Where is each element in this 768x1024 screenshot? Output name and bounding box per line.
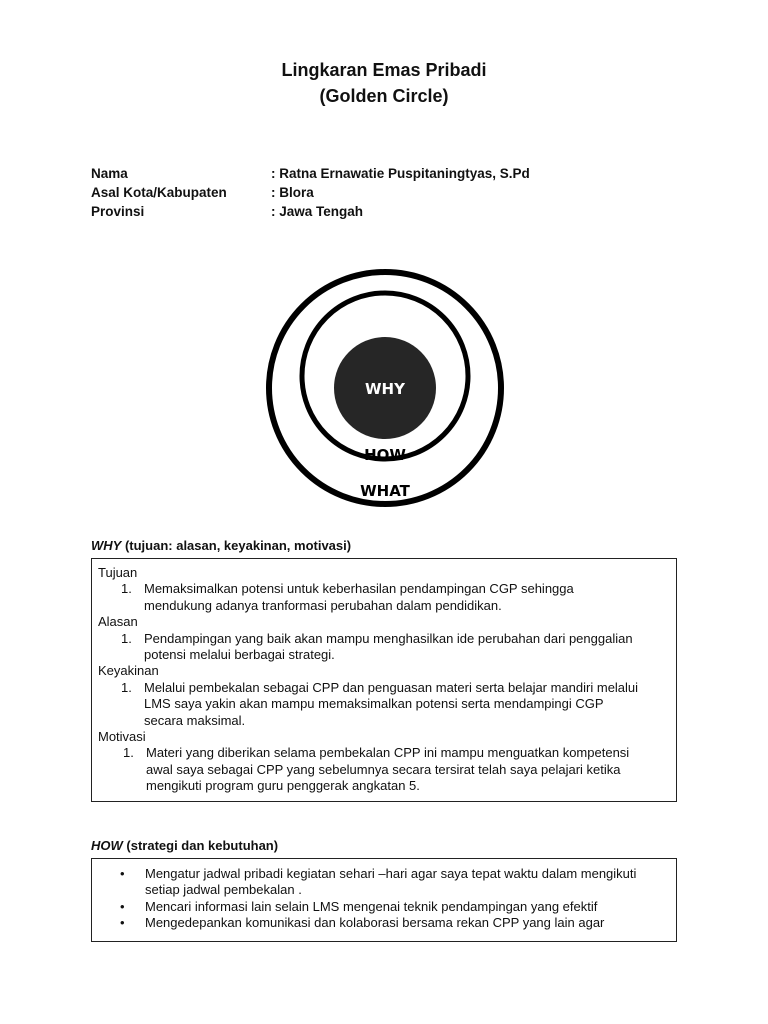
item-text (145, 866, 668, 899)
provinsi-label: Provinsi (91, 204, 145, 219)
item-line: Materi yang diberikan selama pembekalan CPP ini mampu menguatkan kompetensi (146, 745, 630, 761)
list-item (123, 745, 668, 794)
item-line: awal saya sebagai CPP yang sebelumnya secara tersirat telah saya pelajari ketika (146, 761, 621, 777)
how-heading-keyword: HOW (91, 838, 123, 853)
item-number: 1. (121, 630, 132, 646)
item-line: Mencari informasi lain selain LMS mengenai teknik pendampingan yang efektif (145, 898, 598, 914)
why-box (91, 558, 677, 802)
why-heading-keyword: WHY (91, 538, 122, 553)
how-box (91, 858, 677, 942)
nama-label: Nama (91, 166, 128, 181)
item-line: Memaksimalkan potensi untuk keberhasilan pendampingan CGP sehingga (144, 581, 574, 597)
bullet-icon: • (120, 915, 125, 931)
item-text (145, 915, 668, 931)
item-line: mengikuti program guru penggerak angkatan 5. (146, 778, 420, 794)
page-title-line1: Lingkaran Emas Pribadi (281, 60, 487, 80)
bullet-icon: • (120, 898, 125, 914)
item-line: Mengatur jadwal pribadi kegiatan sehari –hari agar saya tepat waktu dalam mengikuti (145, 866, 637, 881)
item-text (145, 899, 668, 915)
list-item (120, 915, 668, 931)
tujuan-label: Tujuan (98, 565, 138, 580)
page-title-line2: (Golden Circle) (319, 86, 449, 106)
info-row-kota (91, 184, 314, 202)
why-label: WHY (365, 380, 405, 398)
item-text (144, 631, 668, 664)
kota-label: Asal Kota/Kabupaten (91, 185, 227, 200)
list-item (120, 866, 668, 899)
motivasi-label: Motivasi (98, 729, 146, 745)
nama-value: : Ratna Ernawatie Puspitaningtyas, S.Pd (271, 166, 530, 181)
why-heading-text: (tujuan: alasan, keyakinan, motivasi) (121, 538, 352, 553)
item-number: 1. (123, 745, 134, 761)
what-label: WHAT (360, 482, 410, 500)
item-line: Pendampingan yang baik akan mampu menghasilkan ide perubahan dari penggalian (144, 630, 633, 646)
kota-value: : Blora (271, 185, 314, 200)
list-item (121, 631, 668, 664)
item-text (144, 680, 668, 729)
item-line: Mengedepankan komunikasi dan kolaborasi bersama rekan CPP yang lain agar (145, 915, 605, 931)
item-text (146, 745, 668, 794)
list-item (121, 680, 668, 729)
item-line: potensi melalui berbagai strategi. (144, 647, 335, 663)
alasan-label: Alasan (98, 614, 138, 630)
item-number: 1. (121, 679, 132, 695)
bullet-icon: • (120, 866, 125, 881)
list-item (121, 581, 668, 614)
how-label: HOW (364, 446, 406, 464)
keyakinan-label: Keyakinan (98, 663, 159, 679)
item-text (144, 581, 668, 614)
list-item (120, 899, 668, 915)
item-line: setiap jadwal pembekalan . (145, 882, 302, 898)
item-line: secara maksimal. (144, 712, 246, 728)
why-section-heading (91, 538, 351, 554)
info-row-nama (91, 165, 530, 183)
item-line: Melalui pembekalan sebagai CPP dan penguasan materi serta belajar mandiri melalui (144, 679, 639, 695)
how-heading-text: (strategi dan kebutuhan) (122, 838, 279, 853)
how-section-heading (91, 838, 278, 854)
provinsi-value: : Jawa Tengah (271, 204, 364, 219)
item-number: 1. (121, 581, 132, 597)
info-row-provinsi (91, 203, 363, 221)
item-line: mendukung adanya tranformasi perubahan dalam pendidikan. (144, 597, 502, 613)
item-line: LMS saya yakin akan mampu memaksimalkan potensi serta mendampingi CGP (144, 696, 604, 712)
golden-circle-diagram (265, 263, 505, 513)
